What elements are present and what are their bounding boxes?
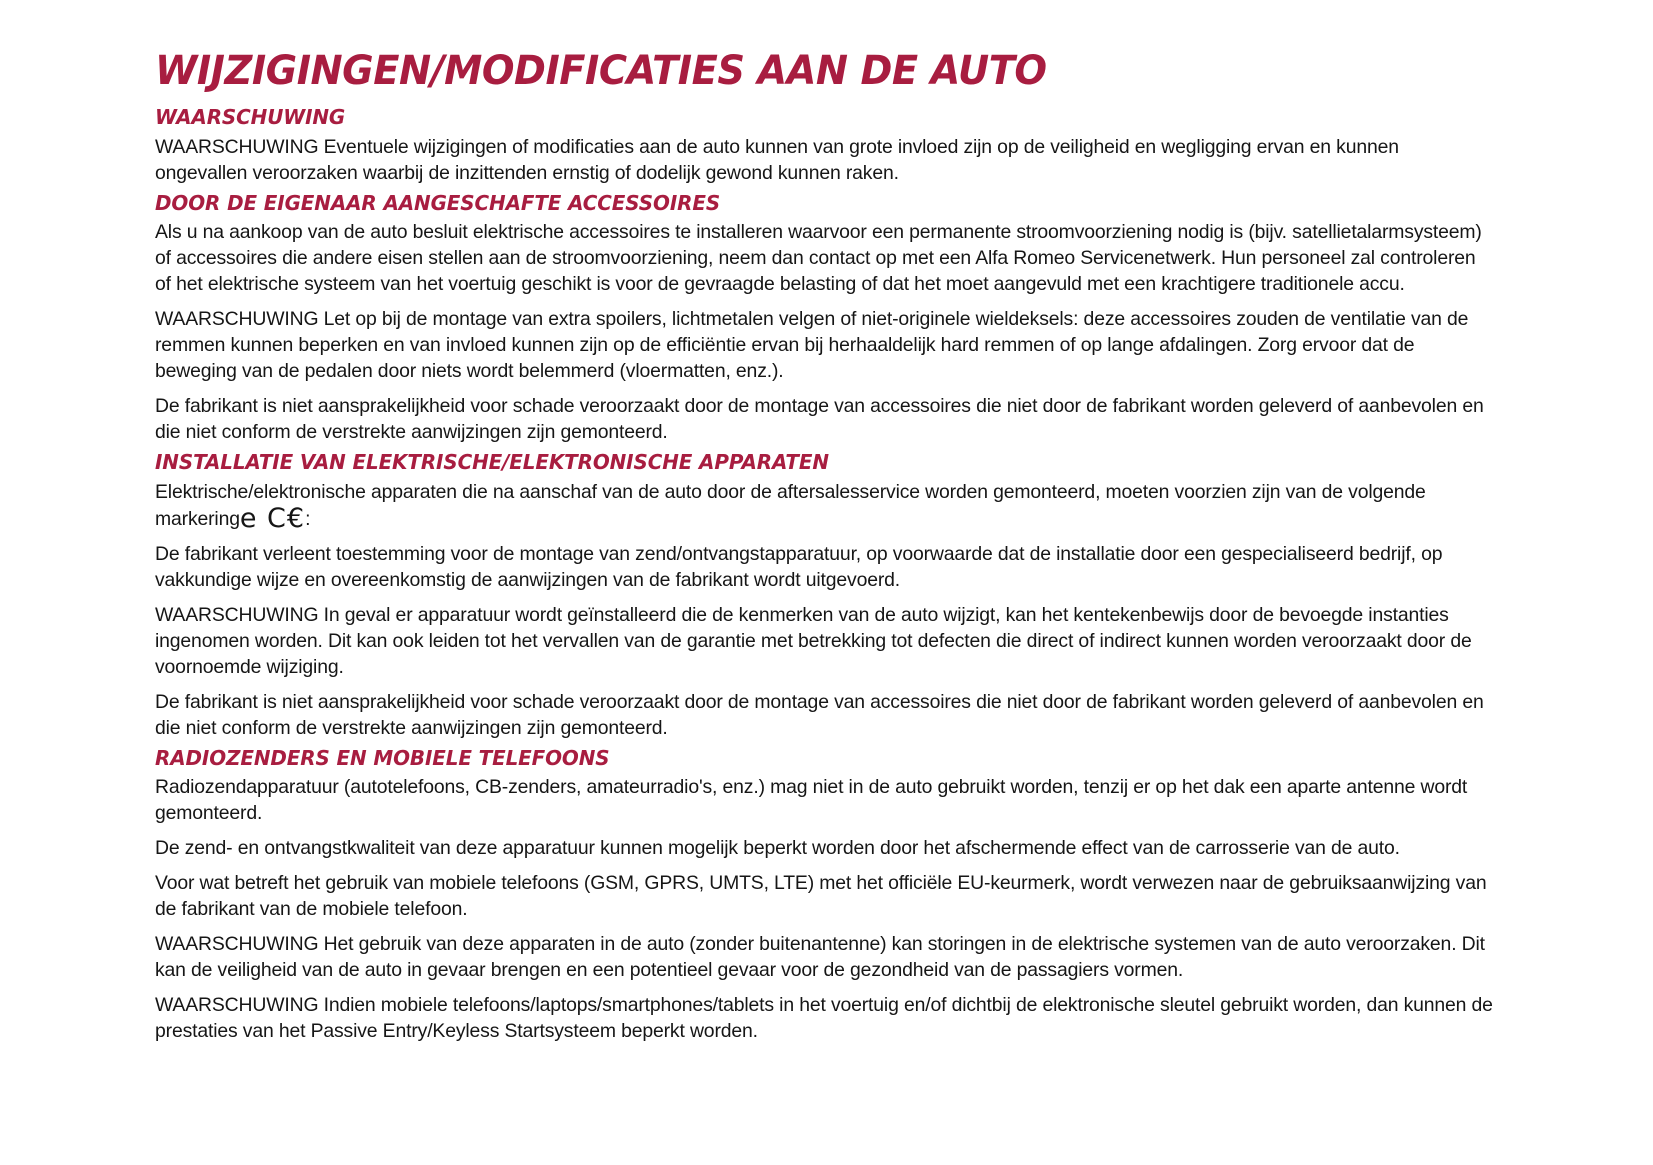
paragraph: De fabrikant is niet aansprakelijkheid voor schade veroorzaakt door de montage van accessoires die niet door de fabrikant worden geleverd of aanbevolen en die niet conform de verstrekte aanwijzingen zijn gemonteerd. bbox=[155, 395, 1484, 444]
section-radiozenders bbox=[155, 747, 1493, 1045]
paragraph: De zend- en ontvangstkwaliteit van deze apparatuur kunnen mogelijk beperkt worden door het afschermende effect van de carrosserie van de auto. bbox=[155, 837, 1400, 860]
ece-marking-symbol: e C€ bbox=[239, 502, 306, 534]
section-heading-accessoires: DOOR DE EIGENAAR AANGESCHAFTE ACCESSOIRES bbox=[155, 190, 721, 215]
section-installatie-apparaten bbox=[155, 451, 1493, 741]
marking-suffix: : bbox=[305, 507, 311, 530]
paragraph: Als u na aankoop van de auto besluit elektrische accessoires te installeren waarvoor een permanente stroomvoorziening nodig is (bijv. satellietalarmsysteem) of accessoires die andere eisen stellen aan de stroomvoorziening, neem dan contact op met een Alfa Romeo Servicenetwerk. Hun personeel zal controleren of het elektrische systeem van het voertuig geschikt is voor de gevraagde belasting of dat het moet aangevuld met een krachtigere traditionele accu. bbox=[155, 221, 1482, 296]
section-waarschuwing bbox=[155, 106, 1493, 186]
section-heading-installatie-apparaten: INSTALLATIE VAN ELEKTRISCHE/ELEKTRONISCHE APPARATEN bbox=[155, 450, 829, 475]
paragraph-with-marking bbox=[155, 479, 1493, 532]
paragraph-text: Elektrische/elektronische apparaten die na aanschaf van de auto door de aftersalesservice worden gemonteerd, moeten voorzien zijn van de volgende markering bbox=[155, 480, 1426, 530]
section-accessoires bbox=[155, 192, 1493, 446]
paragraph: WAARSCHUWING Het gebruik van deze apparaten in de auto (zonder buitenantenne) kan storingen in de elektrische systemen van de auto veroorzaken. Dit kan de veiligheid van de auto in gevaar brengen en een potentieel gevaar voor de gezondheid van de passagiers vormen. bbox=[155, 933, 1485, 982]
paragraph: Radiozendapparatuur (autotelefoons, CB-zenders, amateurradio's, enz.) mag niet in de auto gebruikt worden, tenzij er op het dak een aparte antenne wordt gemonteerd. bbox=[155, 776, 1468, 825]
paragraph: WAARSCHUWING In geval er apparatuur wordt geïnstalleerd die de kenmerken van de auto wijzigt, kan het kentekenbewijs door de bevoegde instanties ingenomen worden. Dit kan ook leiden tot het vervallen van de garantie met betrekking tot defecten die direct of indirect kunnen worden veroorzaakt door de voornoemde wijziging. bbox=[155, 603, 1472, 678]
paragraph: WAARSCHUWING Let op bij de montage van extra spoilers, lichtmetalen velgen of niet-originele wieldeksels: deze accessoires zouden de ventilatie van de remmen kunnen beperken en van invloed kunnen zijn op de efficiëntie ervan bij herhaaldelijk hard remmen of op lange afdalingen. Zorg ervoor dat de beweging van de pedalen door niets wordt belemmerd (vloermatten, enz.). bbox=[155, 308, 1469, 383]
paragraph: De fabrikant verleent toestemming voor de montage van zend/ontvangstapparatuur, op voorwaarde dat de installatie door een gespecialiseerd bedrijf, op vakkundige wijze en overeenkomstig de aanwijzingen van de fabrikant wordt uitgevoerd. bbox=[155, 542, 1443, 591]
section-heading-waarschuwing: WAARSCHUWING bbox=[155, 105, 346, 129]
section-heading-radiozenders: RADIOZENDERS EN MOBIELE TELEFOONS bbox=[155, 745, 610, 770]
page-title: WIJZIGINGEN/MODIFICATIES AAN DE AUTO bbox=[155, 48, 1047, 94]
paragraph: WAARSCHUWING Eventuele wijzigingen of modificaties aan de auto kunnen van grote invloed zijn op de veiligheid en wegligging ervan en kunnen ongevallen veroorzaken waarbij de inzittenden ernstig of dodelijk gewond kunnen raken. bbox=[155, 135, 1399, 184]
paragraph: Voor wat betreft het gebruik van mobiele telefoons (GSM, GPRS, UMTS, LTE) met het officiële EU-keurmerk, wordt verwezen naar de gebruiksaanwijzing van de fabrikant van de mobiele telefoon. bbox=[155, 872, 1487, 921]
paragraph: WAARSCHUWING Indien mobiele telefoons/laptops/smartphones/tablets in het voertuig en/of dichtbij de elektronische sleutel gebruikt worden, dan kunnen de prestaties van het Passive Entry/Keyless Startsysteem beperkt worden. bbox=[155, 994, 1493, 1043]
paragraph: De fabrikant is niet aansprakelijkheid voor schade veroorzaakt door de montage van accessoires die niet door de fabrikant worden geleverd of aanbevolen en die niet conform de verstrekte aanwijzingen zijn gemonteerd. bbox=[155, 690, 1484, 739]
